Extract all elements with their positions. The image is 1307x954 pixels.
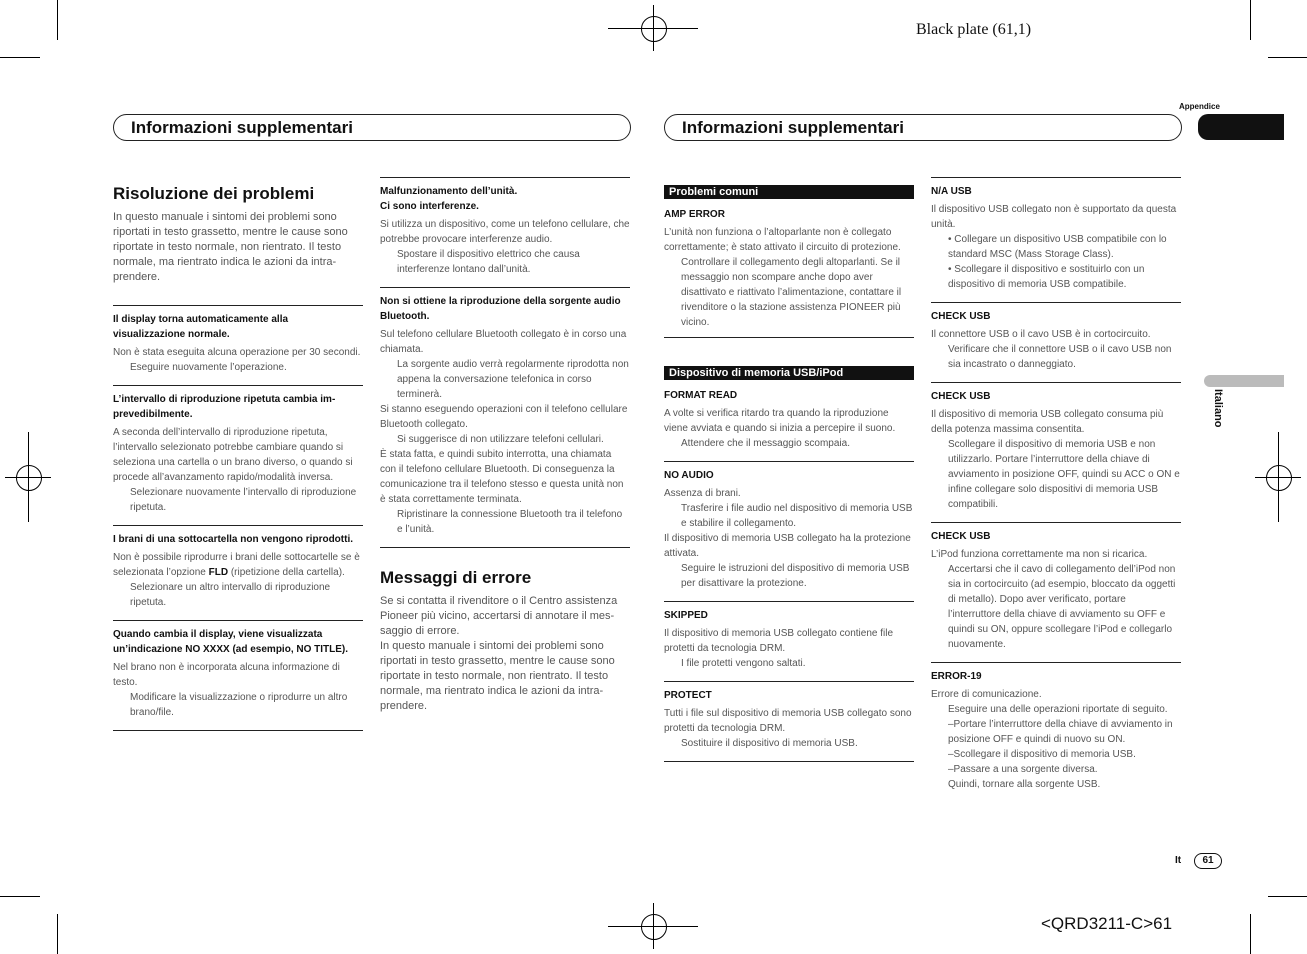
registration-line [1278, 432, 1279, 522]
divider [113, 620, 363, 621]
footer-code: <QRD3211-C>61 [1041, 914, 1173, 933]
entry-cause [113, 550, 363, 580]
entry-cause: Non è stata eseguita alcuna operazione per 30 secondi. [113, 347, 361, 358]
entry-title: CHECK USB [931, 531, 991, 542]
page-language: It [1175, 855, 1182, 866]
column-4 [931, 170, 1181, 792]
section-header-right-label: Informazioni supplementari [682, 118, 904, 137]
entry-action: Scollegare il dispositivo di memoria USB e non utilizzarlo. Portare l’interruttore della chiave di avviamento in posizione OFF, quindi su ACC o ON e infine collegare solo dispositivi di memoria USB compatibili. [948, 439, 1180, 510]
crop-mark [1268, 57, 1307, 58]
crop-mark [0, 896, 40, 897]
section-header-left [113, 114, 631, 141]
entry-action: –Passare a una sorgente diversa. [948, 764, 1098, 775]
crop-mark [1250, 0, 1251, 40]
divider [664, 681, 914, 682]
entry-cause: Assenza di brani. [664, 488, 741, 499]
entry-cause: Si stanno eseguendo operazioni con il telefono cellulare Bluetooth collegato. [380, 404, 628, 430]
entry-cause: Nel brano non è incorporata alcuna informazione di testo. [113, 662, 340, 688]
divider [931, 522, 1181, 523]
entry-title: NO AUDIO [664, 470, 714, 481]
entry-cause: Si utilizza un dispositivo, come un telefono cellulare, che potrebbe provocare interferenze audio. [380, 219, 630, 245]
entry-cause: L’iPod funziona correttamente ma non si ricarica. [931, 549, 1148, 560]
plate-label: Black plate (61,1) [916, 21, 1032, 38]
column-1 [113, 184, 363, 731]
language-tab-label: Italiano [1212, 389, 1224, 428]
entry-action: Trasferire i file audio nel dispositivo di memoria USB e stabilire il collegamento. [681, 503, 913, 529]
divider [931, 177, 1181, 178]
entry-action: Eseguire una delle operazioni riportate di seguito. [948, 704, 1168, 715]
entry-title: L’intervallo di riproduzione ripetuta cambia imprevedibilmente. [113, 394, 336, 420]
entry-action: Modificare la visualizzazione o riprodurre un altro brano/file. [130, 692, 348, 718]
divider [380, 287, 630, 288]
entry-cause-bold: FLD [208, 567, 229, 578]
entry-action: Spostare il dispositivo elettrico che causa interferenze lontano dall’unità. [397, 249, 580, 275]
appendice-label: Appendice [1179, 102, 1220, 111]
entry-title: N/A USB [931, 186, 972, 197]
divider [113, 305, 363, 306]
entry-action: • Scollegare il dispositivo e sostituirlo con un dispositivo di memoria USB compatibile. [948, 264, 1145, 290]
registration-mark-icon [16, 465, 42, 491]
entry-cause: È stata fatta, e quindi subito interrotta, una chiamata con il telefono cellulare Bluetooth. Di conseguenza la comunicazione tra il telefono stesso e questa unità non è stata correttamente terminata. [380, 449, 624, 505]
divider [380, 547, 630, 548]
entry-cause: L’unità non funziona o l’altoparlante non è collegato correttamente; è stato attivato il circuito di protezione. [664, 227, 901, 253]
section-header-right [664, 114, 1182, 141]
entry-title: FORMAT READ [664, 390, 738, 401]
divider [931, 662, 1181, 663]
divider [664, 461, 914, 462]
registration-line [653, 903, 654, 949]
section-bar-usb-ipod: Dispositivo di memoria USB/iPod [664, 366, 914, 380]
entry-action: –Scollegare il dispositivo di memoria USB. [948, 749, 1136, 760]
divider [664, 337, 914, 338]
entry-action: Si suggerisce di non utilizzare telefoni cellulari. [397, 434, 604, 445]
entry-title: PROTECT [664, 690, 712, 701]
section-bar-common-problems: Problemi comuni [664, 185, 914, 199]
divider [664, 761, 914, 762]
page-number: 61 [1194, 853, 1222, 869]
divider [113, 525, 363, 526]
entry-title: AMP ERROR [664, 209, 725, 220]
entry-action: Seguire le istruzioni del dispositivo di memoria USB per disattivare la protezione. [681, 563, 910, 589]
entry-cause: Il dispositivo di memoria USB collegato contiene file protetti da tecnologia DRM. [664, 628, 893, 654]
column-2 [380, 170, 630, 714]
entry-action: Controllare il collegamento degli altoparlanti. Se il messaggio non scompare anche dopo aver disattivato e riattivato l’alimentazione, contattare il rivenditore o la stazione assistenza PIONEER più vicino. [681, 257, 902, 328]
entry-cause: Errore di comunicazione. [931, 689, 1042, 700]
entry-title: Il display torna automaticamente alla visualizzazione normale. [113, 314, 289, 340]
column-3 [664, 185, 914, 762]
registration-mark-icon [1266, 465, 1292, 491]
crop-mark [1268, 896, 1307, 897]
entry-action: • Collegare un dispositivo USB compatibile con lo standard MSC (Mass Storage Class). [948, 234, 1167, 260]
entry-title: ERROR-19 [931, 671, 982, 682]
entry-cause-post: (ripetizione della cartella). [228, 567, 345, 578]
entry-action: –Portare l’interruttore della chiave di avviamento in posizione OFF e quindi di nuovo su ON. [948, 719, 1173, 745]
registration-line [28, 432, 29, 522]
divider [931, 382, 1181, 383]
entry-action: Eseguire nuovamente l’operazione. [130, 362, 287, 373]
entry-cause: A seconda dell’intervallo di riproduzione ripetuta, l’intervallo selezionato potrebbe cambiare quando si seleziona una cartella o un brano diverso, o quando si procede all’avanzamento rapido/modalità inversa. [113, 427, 353, 483]
entry-cause: Il dispositivo di memoria USB collegato ha la protezione attivata. [664, 533, 911, 559]
entry-action: Quindi, tornare alla sorgente USB. [948, 779, 1101, 790]
language-tab [1204, 375, 1284, 387]
entry-cause: A volte si verifica ritardo tra quando la riproduzione viene avviata e quando si inizia a percepire il suono. [664, 408, 896, 434]
entry-title: Quando cambia il display, viene visualizzata un’indicazione NO XXXX (ad esempio, NO TITLE). [113, 629, 349, 655]
divider [664, 601, 914, 602]
divider [931, 302, 1181, 303]
entry-cause: Tutti i file sul dispositivo di memoria USB collegato sono protetti da tecnologia DRM. [664, 708, 912, 734]
entry-title: Malfunzionamento dell’unità. Ci sono interferenze. [380, 186, 518, 212]
troubleshooting-intro: In questo manuale i sintomi dei problemi sono riportati in testo grassetto, mentre le cause sono riportate in testo normale, non rientrato. Il testo normale, ma rientrato indica le azioni da intraprendere. [113, 211, 348, 283]
entry-title: CHECK USB [931, 311, 991, 322]
entry-title: Non si ottiene la riproduzione della sorgente audio Bluetooth. [380, 296, 621, 322]
entry-cause: Il connettore USB o il cavo USB è in cortocircuito. [931, 329, 1151, 340]
crop-mark [57, 914, 58, 954]
entry-title: I brani di una sottocartella non vengono riprodotti. [113, 534, 354, 545]
divider [113, 385, 363, 386]
entry-title: CHECK USB [931, 391, 991, 402]
entry-cause: Sul telefono cellulare Bluetooth collegato è in corso una chiamata. [380, 329, 627, 355]
registration-line [653, 5, 654, 51]
entry-action: La sorgente audio verrà regolarmente riprodotta non appena la conversazione telefonica in corso terminerà. [397, 359, 629, 400]
error-messages-title: Messaggi di errore [380, 568, 532, 587]
crop-mark [1250, 914, 1251, 954]
troubleshooting-title: Risoluzione dei problemi [113, 184, 315, 203]
crop-mark [0, 57, 40, 58]
error-messages-intro: In questo manuale i sintomi dei problemi sono riportati in testo grassetto, mentre le cause sono riportate in testo normale, non rientrato. Il testo normale, ma rientrato indica le azioni da intraprendere. [380, 640, 615, 712]
crop-mark [57, 0, 58, 40]
divider [380, 177, 630, 178]
entry-action: I file protetti vengono saltati. [681, 658, 806, 669]
entry-cause: Il dispositivo di memoria USB collegato consuma più della potenza massima consentita. [931, 409, 1164, 435]
section-tab [1198, 114, 1284, 140]
registration-mark-icon [641, 16, 667, 42]
entry-action: Selezionare nuovamente l’intervallo di riproduzione ripetuta. [130, 487, 357, 513]
entry-title: SKIPPED [664, 610, 708, 621]
entry-cause-pre: Non è possibile riprodurre i brani delle sottocartelle se è selezionata l’opzione [113, 552, 360, 578]
entry-action: Sostituire il dispositivo di memoria USB. [681, 738, 858, 749]
registration-mark-icon [641, 914, 667, 940]
entry-action: Accertarsi che il cavo di collegamento dell’iPod non sia in cortocircuito (ad esempio, bloccato da oggetti di metallo). Dopo aver verificato, portare l’interruttore della chiave di avviamento su OFF e quindi su ON, oppure scollegare l’iPod e collegarlo nuovamente. [948, 564, 1176, 650]
entry-action: Attendere che il messaggio scompaia. [681, 438, 850, 449]
error-messages-intro: Se si contatta il rivenditore o il Centro assistenza Pioneer più vicino, accertarsi di annotare il messaggio di errore. [380, 595, 618, 637]
entry-action: Selezionare un altro intervallo di riproduzione ripetuta. [130, 582, 331, 608]
entry-cause: Il dispositivo USB collegato non è supportato da questa unità. [931, 204, 1177, 230]
section-header-left-label: Informazioni supplementari [131, 118, 353, 137]
entry-action: Ripristinare la connessione Bluetooth tra il telefono e l’unità. [397, 509, 623, 535]
divider [113, 730, 363, 731]
entry-action: Verificare che il connettore USB o il cavo USB non sia incastrato o danneggiato. [948, 344, 1172, 370]
